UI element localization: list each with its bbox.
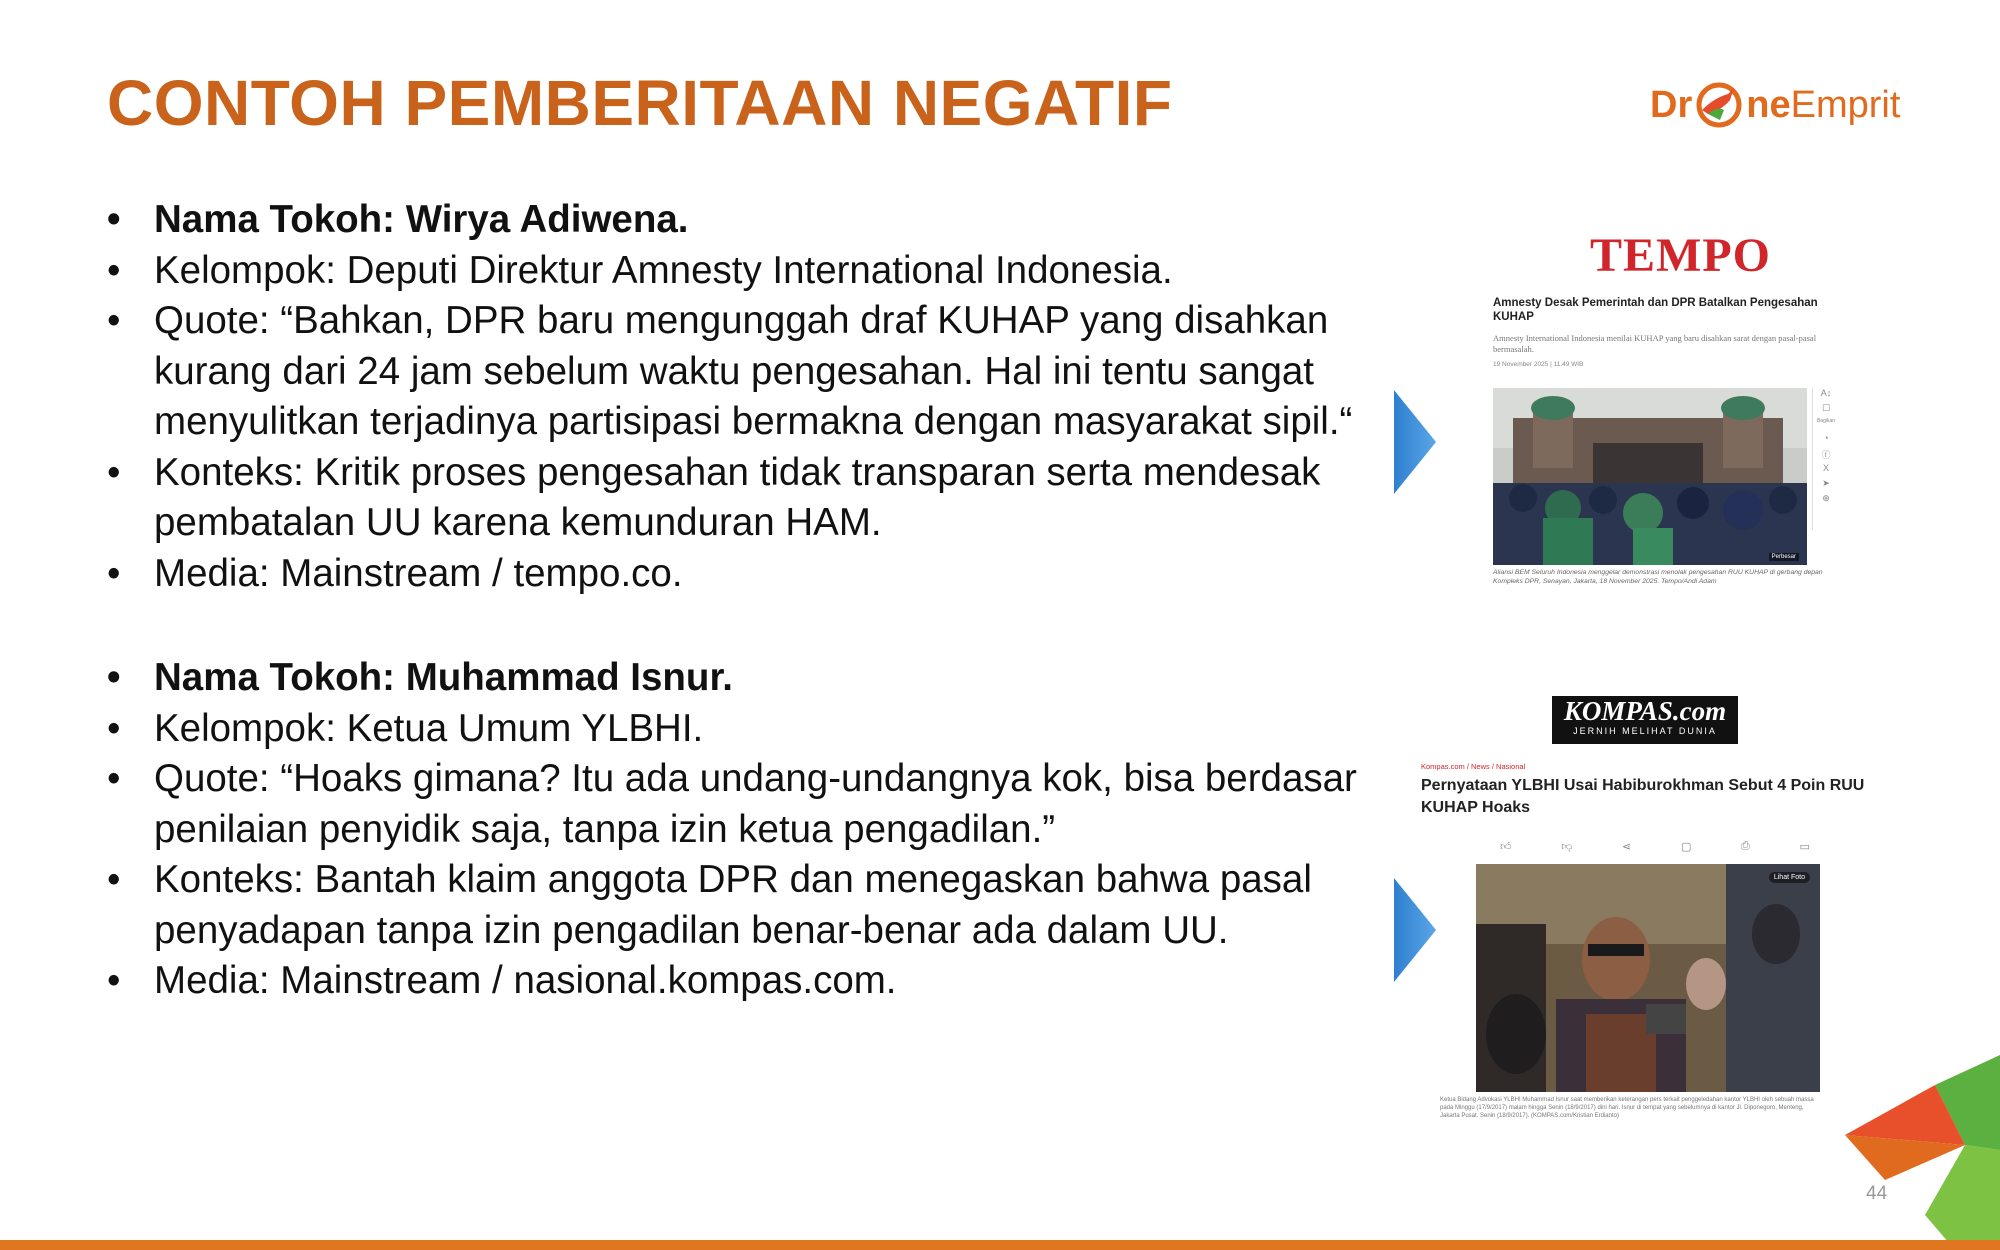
kompas-logo-tagline: JERNIH MELIHAT DUNIA [1573, 726, 1717, 736]
bullet-konteks-2: • Konteks: Bantah klaim anggota DPR dan menegaskan bahwa pasal penyadapan tanpa izin pengadilan benar-benar ada dalam UU. [107, 855, 1377, 956]
print-icon[interactable]: ⎙ [1741, 840, 1750, 852]
tempo-caption: Aliansi BEM Seluruh Indonesia menggelar demonstrasi menolak pengesahan RUU KUHAP di gerbang depan Kompleks DPR, Senayan, Jakarta, 18 November 2025. Tempo/Andi Adam [1493, 569, 1823, 585]
dislike-icon[interactable]: 👎︎ [1561, 841, 1573, 853]
logo-text-ne: ne [1746, 83, 1791, 126]
protest-photo-image [1493, 388, 1807, 565]
bullet-nama-tokoh-1: • Nama Tokoh: Wirya Adiwena. [107, 195, 1377, 246]
drone-emprit-logo [1650, 70, 1920, 140]
font-size-icon[interactable]: A↕ [1820, 388, 1832, 398]
tempo-headline: Amnesty Desak Pemerintah dan DPR Batalkan Pengesahan KUHAP [1493, 297, 1818, 323]
interview-photo-image [1476, 864, 1820, 1092]
decorative-leaf-graphic [1845, 1055, 2000, 1250]
bullet-media-2: • Media: Mainstream / nasional.kompas.com. [107, 956, 1377, 1007]
kompas-action-bar [1500, 840, 1810, 854]
logo-text-emprit: Emprit [1790, 83, 1901, 126]
like-icon[interactable]: 👍︎ [1500, 841, 1512, 853]
tempo-share-sidebar [1812, 388, 1839, 530]
kompas-caption: Ketua Bidang Advokasi YLBHI Muhammad Isnur saat memberikan keterangan pers terkait penggeledahan kantor YLBHI oleh sebuah massa pada Minggu (17/9/2017) malam hingga Senin (18/9/2017) dini hari. Isnur di tempat yang sebelumnya di kantor Jl. Diponegoro, Menteng, Jakarta Pusat. Senin (18/9/2017). (KOMPAS.com/Kristian Erdianto) [1440, 1097, 1814, 1119]
kompas-photo [1476, 864, 1820, 1092]
telegram-icon[interactable]: ➤ [1822, 478, 1830, 488]
whatsapp-icon[interactable]: ◔ [1823, 433, 1829, 443]
bookmark-icon[interactable]: ☐ [1821, 403, 1831, 413]
page-number: 44 [1866, 1183, 1888, 1204]
arrow-right-icon [1394, 390, 1436, 494]
tempo-date: 19 November 2025 | 11.49 WIB [1493, 361, 1584, 368]
tempo-photo [1493, 388, 1807, 565]
kompas-logo-main: KOMPAS.com [1563, 696, 1727, 726]
bookmark-icon[interactable]: ▢ [1680, 841, 1692, 853]
logo-text-dr: Dr [1650, 83, 1693, 126]
slide-title: CONTOH PEMBERITAAN NEGATIF [107, 67, 1173, 139]
facebook-icon[interactable]: ⓕ [1821, 450, 1831, 460]
kompas-logo [1552, 696, 1738, 744]
bullet-list-1 [107, 195, 1377, 599]
arrow-right-icon [1394, 878, 1436, 982]
kompas-headline: Pernyataan YLBHI Usai Habiburokhman Sebut 4 Poin RUU KUHAP Hoaks [1421, 777, 1865, 816]
share-icon[interactable]: ⋖ [1622, 841, 1632, 853]
bullet-kelompok-1: • Kelompok: Deputi Direktur Amnesty International Indonesia. [107, 246, 1377, 297]
comment-icon[interactable]: ▭ [1799, 841, 1810, 853]
kompas-view-photo-button[interactable]: Lihat Foto [1769, 872, 1810, 883]
bullet-quote-2: • Quote: “Hoaks gimana? Itu ada undang-undangnya kok, bisa berdasar penilaian penyidik saja, tanpa izin ketua pengadilan.” [107, 754, 1377, 855]
kompas-breadcrumb[interactable]: Kompas.com / News / Nasional [1421, 762, 1526, 771]
copy-link-icon[interactable]: ⊕ [1822, 493, 1830, 503]
x-twitter-icon[interactable]: X [1822, 463, 1829, 473]
bullet-content [107, 195, 1377, 1007]
bullet-konteks-1: • Konteks: Kritik proses pengesahan tidak transparan serta mendesak pembatalan UU karena kemunduran HAM. [107, 448, 1377, 549]
tempo-subtitle: Amnesty International Indonesia menilai KUHAP yang baru disahkan sarat dengan pasal-pasal bermasalah. [1493, 333, 1817, 354]
bullet-nama-tokoh-2: • Nama Tokoh: Muhammad Isnur. [107, 653, 1377, 704]
bullet-spacer [107, 599, 1377, 653]
bullet-quote-1: • Quote: “Bahkan, DPR baru mengunggah draf KUHAP yang disahkan kurang dari 24 jam sebelum waktu pengesahan. Hal ini tentu sangat menyulitkan terjadinya partisipasi bermakna dengan masyarakat sipil.“ [107, 296, 1377, 448]
logo-ring-icon [1694, 80, 1744, 130]
tempo-logo: TEMPO [1590, 229, 1771, 282]
bottom-accent-bar [0, 1240, 2000, 1250]
share-label: Bagikan [1816, 418, 1836, 424]
bullet-media-1: • Media: Mainstream / tempo.co. [107, 549, 1377, 600]
bullet-list-2 [107, 653, 1377, 1007]
bullet-kelompok-2: • Kelompok: Ketua Umum YLBHI. [107, 704, 1377, 755]
tempo-enlarge-button[interactable]: Perbesar [1769, 553, 1799, 561]
